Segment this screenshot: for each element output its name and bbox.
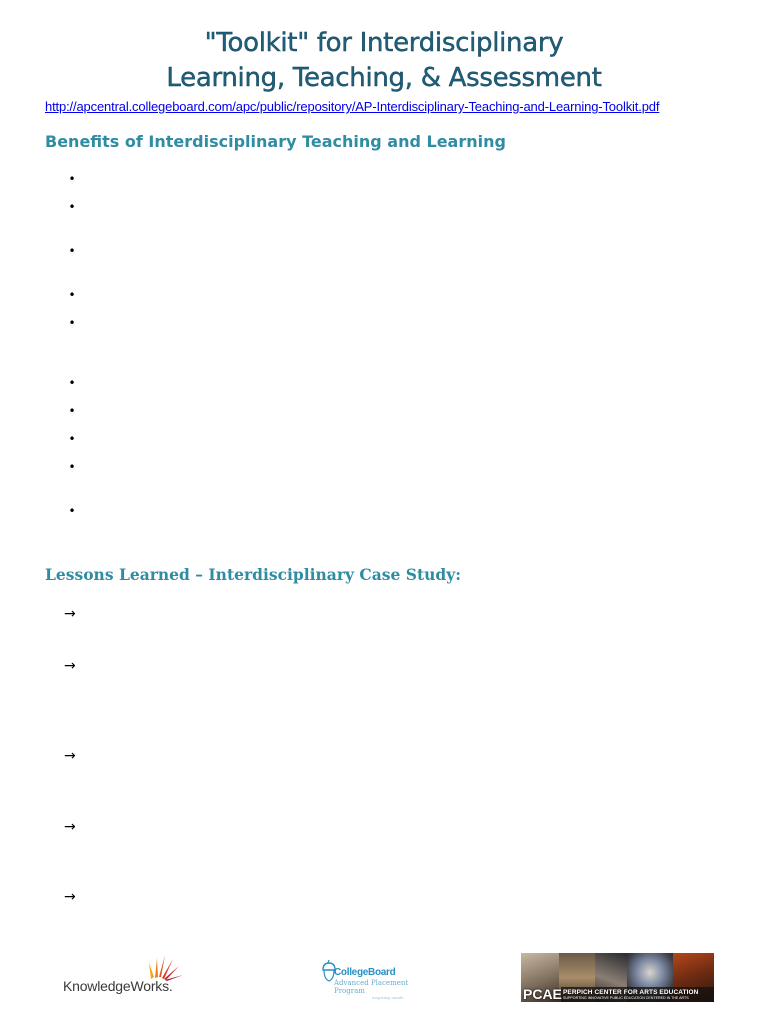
collegeboard-program xyxy=(334,979,408,995)
document-title-line-2: Learning, Teaching, & Assessment xyxy=(166,63,602,93)
knowledgeworks-burst-icon xyxy=(145,953,185,981)
benefit-bullet-2: • xyxy=(68,200,76,214)
lesson-arrow-2: → xyxy=(64,658,76,674)
benefit-bullet-8: • xyxy=(68,432,76,446)
lessons-heading: Lessons Learned – Interdisciplinary Case Study: xyxy=(45,565,461,584)
collegeboard-logo xyxy=(320,960,420,1002)
knowledgeworks-wordmark: KnowledgeWorks. xyxy=(63,978,173,994)
benefit-bullet-1: • xyxy=(68,172,76,186)
pcae-logo xyxy=(521,953,714,1002)
benefit-bullet-6: • xyxy=(68,376,76,390)
document-title-line-1: "Toolkit" for Interdisciplinary xyxy=(204,28,564,58)
toolkit-pdf-link[interactable]: http://apcentral.collegeboard.com/apc/public/repository/AP-Interdisciplinary-Teaching-and-Learning-Toolkit.pdf xyxy=(45,99,660,114)
benefits-heading: Benefits of Interdisciplinary Teaching and Learning xyxy=(45,132,506,151)
pcae-tagline: SUPPORTING INNOVATIVE PUBLIC EDUCATION CENTERED IN THE ARTS xyxy=(563,996,689,1000)
benefit-bullet-5: • xyxy=(68,316,76,330)
benefit-bullet-3: • xyxy=(68,244,76,258)
collegeboard-wordmark: CollegeBoard xyxy=(334,967,396,978)
pcae-center-name: PERPICH CENTER FOR ARTS EDUCATION xyxy=(563,989,699,996)
collegeboard-program-line-2: Program xyxy=(334,987,365,995)
benefit-bullet-7: • xyxy=(68,404,76,418)
collegeboard-program-line-1: Advanced Placement xyxy=(334,979,409,987)
lesson-arrow-4: → xyxy=(64,819,76,835)
knowledgeworks-logo xyxy=(63,953,193,997)
benefit-bullet-9: • xyxy=(68,460,76,474)
lesson-arrow-3: → xyxy=(64,748,76,764)
benefit-bullet-10: • xyxy=(68,504,76,518)
collegeboard-tagline: inspiring minds xyxy=(372,995,404,1000)
lesson-arrow-1: → xyxy=(64,606,76,622)
lesson-arrow-5: → xyxy=(64,889,76,905)
benefit-bullet-4: • xyxy=(68,288,76,302)
pcae-wordmark: PCAE xyxy=(523,986,562,1002)
